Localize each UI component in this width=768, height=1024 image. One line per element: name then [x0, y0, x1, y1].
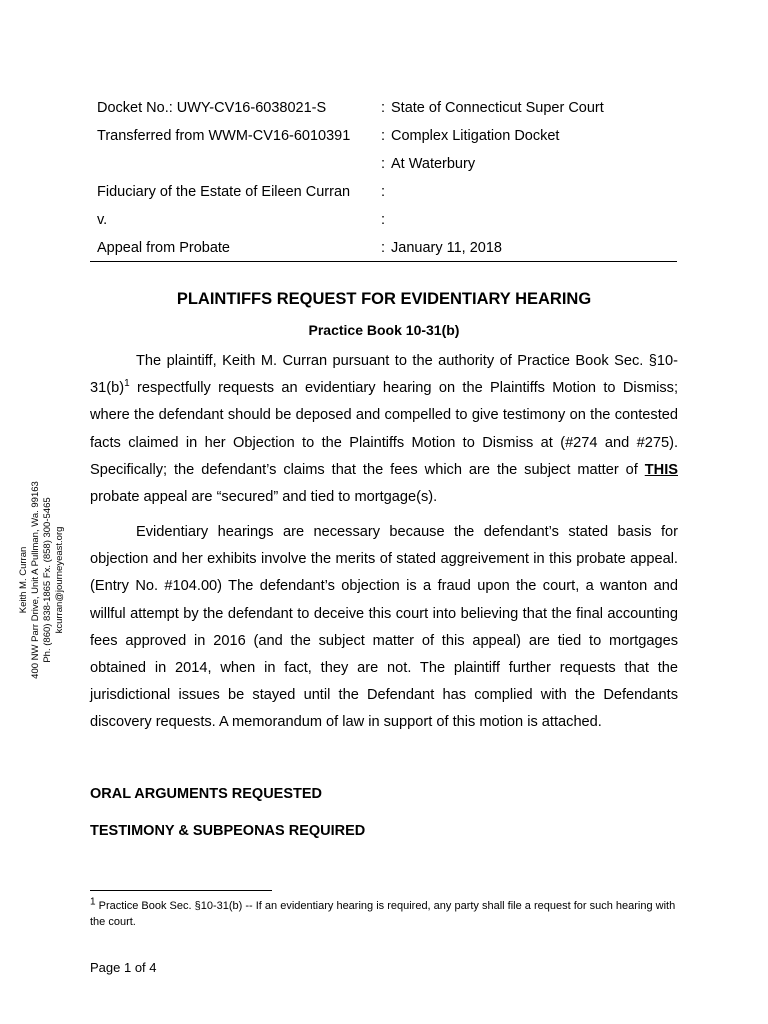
docket-type: Complex Litigation Docket — [391, 128, 560, 144]
sidebar-name: Keith M. Curran — [18, 546, 29, 614]
caption-row-docket — [90, 94, 678, 122]
paragraph-1-text-c: probate appeal are “secured” and tied to mortgage(s). — [90, 489, 438, 506]
document-subtitle: Practice Book 10-31(b) — [308, 322, 460, 338]
oral-arguments-heading: ORAL ARGUMENTS REQUESTED — [90, 786, 323, 802]
caption-colon: : — [381, 128, 386, 144]
sidebar-phone: Ph. (860) 838-1865 Fx. (858) 300-5465 — [42, 497, 53, 663]
caption-colon: : — [381, 184, 386, 200]
caption-colon: : — [381, 100, 386, 116]
appeal-type: Appeal from Probate — [97, 240, 230, 256]
footnote — [90, 898, 690, 930]
footnote-reference: 1 — [124, 378, 130, 390]
paragraph-2-text: Evidentiary hearings are necessary because the defendant’s stated basis for objection and her exhibits involve the merits of stated aggreivement in this probate appeal. (Entry No. #104.00) The defendant’s objection is a fraud upon the court, a wanton and willful attempt by the defendant to deceive this court into believing that the final accounting fees approved in 2016 (and the subject matter of this appeal) are tied to mortgages obtained in 2014, when in fact, they are not. The plaintiff further requests that the jurisdictional issues be stayed until the Defendant has complied with the Defendants discovery requests. A memorandum of law in support of this motion is attached. — [90, 524, 678, 731]
body-paragraph-2 — [90, 519, 678, 737]
caption-colon: : — [381, 212, 386, 228]
transfer-number: Transferred from WWM-CV16-6010391 — [97, 128, 351, 144]
document-title: PLAINTIFFS REQUEST FOR EVIDENTIARY HEARING — [176, 290, 592, 308]
testimony-heading: TESTIMONY & SUBPEONAS REQUIRED — [90, 823, 366, 839]
page-number: Page 1 of 4 — [90, 960, 157, 975]
footnote-divider — [90, 890, 272, 891]
caption-divider — [90, 261, 677, 262]
emphasis-this: THIS — [644, 461, 678, 478]
court-location: At Waterbury — [391, 156, 476, 172]
caption-row-appeal — [90, 234, 678, 262]
caption-row-party — [90, 178, 678, 206]
caption-row-location — [90, 150, 678, 178]
paragraph-1-text-b: respectfully requests an evidentiary hearing on the Plaintiffs Motion to Dismiss; where the defendant should be deposed and compelled to give testimony on the contested facts claimed in her Objection to the Plaintiffs Motion to Dismiss at (#274 and #275). Specifically; the defendant’s claims that the fees which are the subject matter of — [90, 380, 678, 478]
contact-sidebar — [18, 460, 66, 700]
versus-label: v. — [97, 212, 108, 228]
body-paragraph-1 — [90, 348, 678, 511]
case-caption — [90, 94, 678, 262]
caption-row-transfer — [90, 122, 678, 150]
footnote-text: Practice Book Sec. §10-31(b) -- If an evidentiary hearing is required, any party shall file a request for such hearing with the court. — [90, 900, 676, 928]
filing-date: January 11, 2018 — [391, 240, 502, 256]
caption-colon: : — [381, 156, 386, 172]
sidebar-address: 400 NW Parr Drive, Unit A Pullman, Wa. 99163 — [30, 481, 41, 679]
docket-number: Docket No.: UWY-CV16-6038021-S — [97, 100, 327, 116]
footnote-mark: 1 — [90, 896, 96, 908]
paragraph-1-text-a: The plaintiff, Keith M. Curran pursuant to the authority of Practice Book Sec. §10-31(b) — [90, 353, 678, 397]
sidebar-email: kcurran@journeyeast.org — [54, 526, 65, 634]
caption-row-versus — [90, 206, 678, 234]
court-name: State of Connecticut Super Court — [391, 100, 604, 116]
caption-colon: : — [381, 240, 386, 256]
party-name: Fiduciary of the Estate of Eileen Curran — [97, 184, 351, 200]
